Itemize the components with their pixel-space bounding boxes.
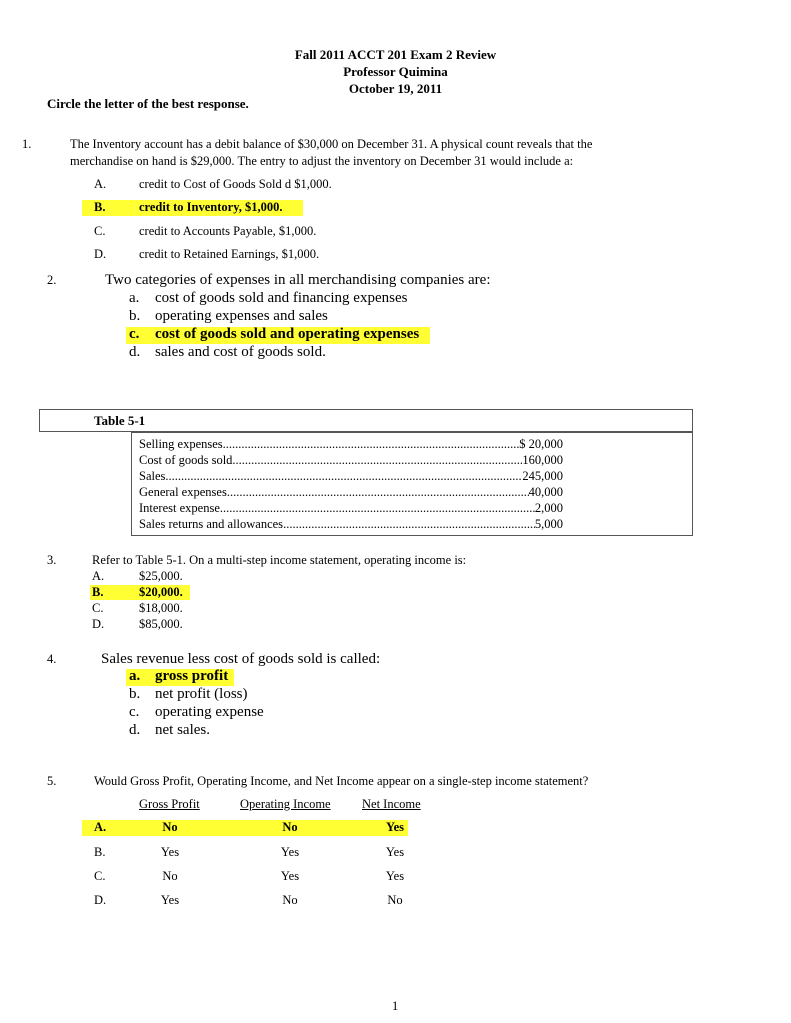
table-row [139,484,563,500]
q5-row-d-letter: D. [94,893,107,907]
q5-row-b-net: Yes [385,845,405,859]
q5-row-a-net: Yes [385,820,405,834]
q4-text: Sales revenue less cost of goods sold is called: [101,651,381,667]
q2-option-b-letter: b. [129,308,141,324]
table-row-label: Sales [139,469,166,483]
q5-header-gross-profit: Gross Profit [139,797,200,811]
q3-option-d-letter: D. [92,617,105,631]
q4-option-b-letter: b. [129,686,141,702]
q5-row-a-gross: No [162,820,178,834]
q3-option-b-letter: B. [92,585,104,599]
table-row-value: 160,000 [522,453,563,467]
table-row [139,452,563,468]
q4-option-b-text: net profit (loss) [155,686,248,702]
table-row [139,500,563,516]
q2-option-d-letter: d. [129,344,141,360]
q5-row-c-gross: No [162,869,178,883]
table-row [139,468,563,484]
q3-option-d-text: $85,000. [139,617,183,631]
q5-row-a-operating: No [282,820,298,834]
table-row [139,516,563,532]
q2-number: 2. [47,273,57,287]
q1-option-a-text: credit to Cost of Goods Sold d $1,000. [139,177,332,191]
q5-row-a-letter: A. [94,820,107,834]
table-row-value: $ 20,000 [519,437,563,451]
page-number: 1 [392,999,399,1013]
q1-number: 1. [22,137,32,151]
q3-option-a-text: $25,000. [139,569,183,583]
q2-option-c-text: cost of goods sold and operating expenses [155,326,420,342]
q1-option-a-letter: A. [94,177,107,191]
q1-text-line2: merchandise on hand is $29,000. The entry to adjust the inventory on December 31 would include a: [70,154,574,168]
q2-option-a-letter: a. [129,290,140,306]
q4-number: 4. [47,652,57,666]
q2-option-a-text: cost of goods sold and financing expenses [155,290,408,306]
table-row [139,436,563,452]
q5-row-d-gross: Yes [160,893,180,907]
doc-date: October 19, 2011 [348,81,443,96]
q5-text: Would Gross Profit, Operating Income, and Net Income appear on a single-step income statement? [94,774,589,788]
table-row-value: 5,000 [534,517,563,531]
q4-option-a-text: gross profit [155,668,229,684]
q4-option-c-letter: c. [129,704,140,720]
q3-option-c-text: $18,000. [139,601,183,615]
table-row-label: General expenses [139,485,227,499]
table-row-label: Sales returns and allowances [139,517,284,531]
q5-row-b-gross: Yes [160,845,180,859]
table-row-label: Interest expense [139,501,220,515]
table-row-value: 40,000 [528,485,563,499]
q5-row-c-operating: Yes [280,869,300,883]
table-row-value: 2,000 [534,501,563,515]
q4-option-a-letter: a. [129,668,141,684]
q3-number: 3. [47,553,57,567]
q2-option-d-text: sales and cost of goods sold. [155,344,326,360]
q5-row-c-letter: C. [94,869,106,883]
q2-option-c-letter: c. [129,326,140,342]
q1-option-d-letter: D. [94,247,107,261]
q4-option-d-text: net sales. [155,722,210,738]
q3-option-b-text: $20,000. [139,585,183,599]
q2-text: Two categories of expenses in all merchandising companies are: [105,272,491,288]
q5-row-d-operating: No [282,893,298,907]
q3-option-a-letter: A. [92,569,105,583]
q1-option-d-text: credit to Retained Earnings, $1,000. [139,247,320,261]
table-row-label: Cost of goods sold [139,453,233,467]
q5-row-b-operating: Yes [280,845,300,859]
instruction: Circle the letter of the best response. [47,96,249,111]
doc-title: Fall 2011 ACCT 201 Exam 2 Review [294,47,497,62]
q5-number: 5. [47,774,57,788]
q4-option-c-text: operating expense [155,704,264,720]
q5-header-net-income: Net Income [362,797,421,811]
doc-professor: Professor Quimina [343,64,448,79]
q1-option-b-letter: B. [94,200,106,214]
q5-header-operating-income: Operating Income [240,797,331,811]
q4-option-d-letter: d. [129,722,141,738]
table-row-value: 245,000 [522,469,563,483]
q5-row-b-letter: B. [94,845,106,859]
q2-option-b-text: operating expenses and sales [155,308,328,324]
table-5-1-title: Table 5-1 [94,413,146,428]
table-5-1 [131,432,693,536]
q3-text: Refer to Table 5-1. On a multi-step income statement, operating income is: [92,553,467,567]
q5-row-c-net: Yes [385,869,405,883]
table-row-label: Selling expenses [139,437,223,451]
q1-option-b-text: credit to Inventory, $1,000. [139,200,283,214]
q1-option-c-text: credit to Accounts Payable, $1,000. [139,224,317,238]
q3-option-c-letter: C. [92,601,104,615]
q1-option-c-letter: C. [94,224,106,238]
q5-row-d-net: No [387,893,403,907]
q1-text-line1: The Inventory account has a debit balance of $30,000 on December 31. A physical count reveals that the [70,137,593,151]
